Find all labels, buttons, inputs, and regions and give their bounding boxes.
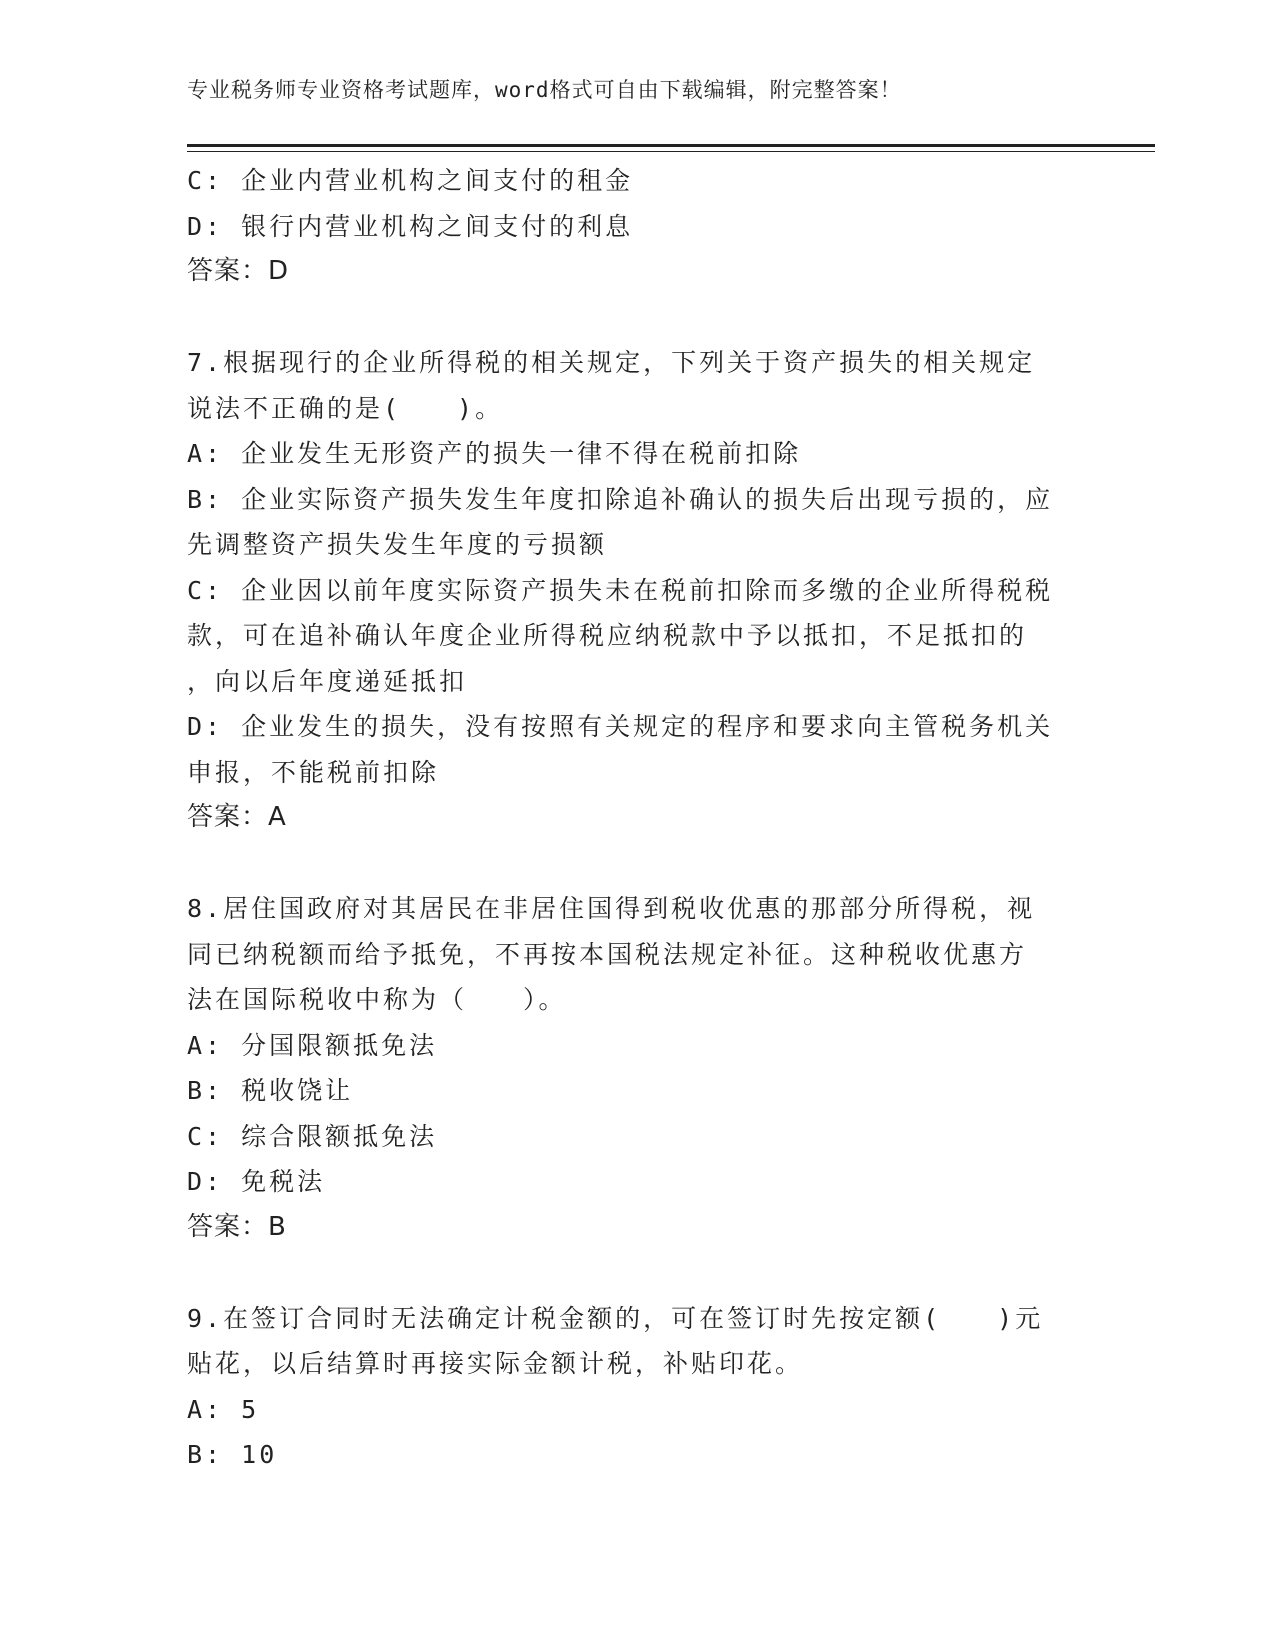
question-stem: 贴花，以后结算时再接实际金额计税，补贴印花。 — [187, 1349, 804, 1378]
spacer — [187, 1250, 1087, 1296]
prev-question-tail — [187, 158, 1087, 295]
header-rule-thin — [187, 151, 1155, 152]
spacer — [187, 295, 1087, 341]
option-a: A: 分国限额抵免法 — [187, 1030, 438, 1060]
question-content — [187, 158, 1087, 1478]
option-c: ，向以后年度递延抵扣 — [187, 666, 468, 696]
option-b: 先调整资产损失发生年度的亏损额 — [187, 530, 608, 559]
question-stem: 法在国际税收中称为（ ）。 — [187, 985, 567, 1014]
question-stem: 说法不正确的是( )。 — [187, 393, 504, 423]
option-c: 款，可在追补确认年度企业所得税应纳税款中予以抵扣，不足抵扣的 — [187, 621, 1028, 650]
header-rule-thick — [187, 144, 1155, 147]
answer-line: 答案：B — [187, 1211, 287, 1242]
question-8 — [187, 886, 1087, 1250]
option-b: B: 税收饶让 — [187, 1076, 354, 1105]
option-a: A: 企业发生无形资产的损失一律不得在税前扣除 — [187, 439, 802, 468]
page-header: 专业税务师专业资格考试题库，word格式可自由下载编辑，附完整答案！ — [187, 78, 902, 102]
option-c: C: 企业因以前年度实际资产损失未在税前扣除而多缴的企业所得税税 — [187, 575, 1054, 605]
option-c: C: 企业内营业机构之间支付的租金 — [187, 166, 634, 195]
question-9 — [187, 1296, 1087, 1478]
question-7 — [187, 340, 1087, 841]
answer-line: 答案：A — [187, 802, 287, 832]
option-c: C: 综合限额抵免法 — [187, 1121, 438, 1151]
question-stem: 同已纳税额而给予抵免，不再按本国税法规定补征。这种税收优惠方 — [187, 939, 1028, 969]
spacer — [187, 841, 1087, 887]
question-stem: 8.居住国政府对其居民在非居住国得到税收优惠的那部分所得税，视 — [187, 894, 1036, 923]
option-b: B: 企业实际资产损失发生年度扣除追补确认的损失后出现亏损的，应 — [187, 484, 1054, 514]
option-d: D: 企业发生的损失，没有按照有关规定的程序和要求向主管税务机关 — [187, 712, 1054, 741]
question-stem: 9.在签订合同时无法确定计税金额的，可在签订时先按定额( )元 — [187, 1303, 1044, 1333]
answer-line: 答案：D — [187, 256, 290, 286]
option-a: A: 5 — [187, 1394, 260, 1424]
option-d: D: 银行内营业机构之间支付的利息 — [187, 211, 634, 241]
option-d: 申报，不能税前扣除 — [187, 757, 440, 787]
option-b: B: 10 — [187, 1440, 278, 1469]
question-stem: 7.根据现行的企业所得税的相关规定，下列关于资产损失的相关规定 — [187, 348, 1036, 377]
option-d: D: 免税法 — [187, 1167, 326, 1196]
